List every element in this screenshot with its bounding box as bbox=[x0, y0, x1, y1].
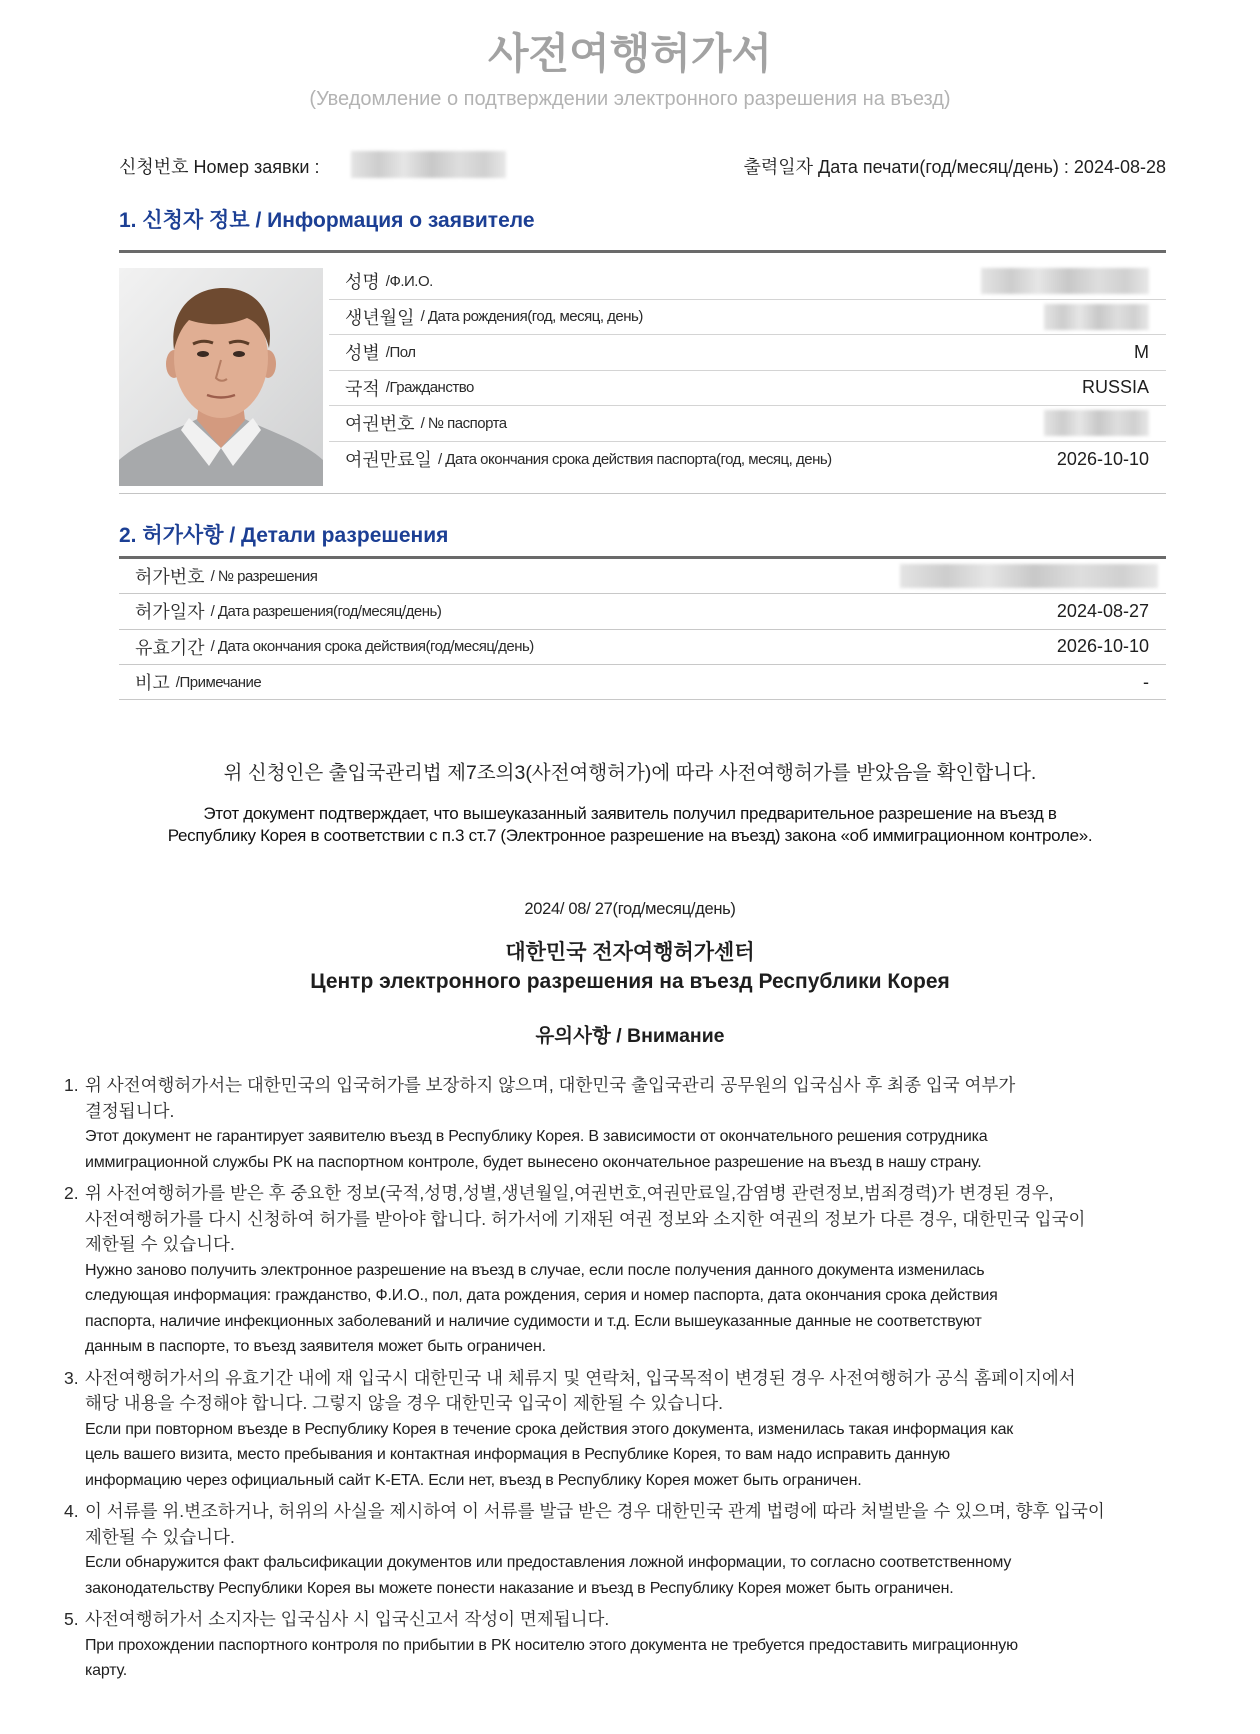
note-line-ko: 사전여행허가를 다시 신청하여 허가를 받아야 합니다. 허가서에 기재된 여권 정보와 소지한 여권의 정보가 다른 경우, 대한민국 입국이 bbox=[85, 1208, 1086, 1229]
note-line-ko: 제한될 수 있습니다. bbox=[85, 1234, 235, 1254]
passport-number-label-ru: / № паспорта bbox=[420, 414, 507, 432]
note-line-ko: 해당 내용을 수정해야 합니다. 그렇지 않을 경우 대한민국 입국이 제한될 수 있습니다. bbox=[85, 1393, 723, 1413]
applicant-info-heading: 1. 신청자 정보 / Информация о заявителе bbox=[119, 209, 535, 232]
note-line-ru: данным в паспорте, то въезд заявителя может быть ограничен. bbox=[85, 1338, 546, 1355]
note-line-ru: Если при повторном въезде в Республику Корея в течение срока действия этого документа, изменилась такая информация как bbox=[85, 1420, 1014, 1438]
sex-label-ru: /Пол bbox=[385, 343, 416, 361]
row-permit-date bbox=[119, 594, 1166, 629]
note-line-ko: 이 서류를 위.변조하거나, 허위의 사실을 제시하여 이 서류를 발급 받은 경우 대한민국 관계 법령에 따라 처벌받을 수 있으며, 향후 입국이 bbox=[85, 1501, 1105, 1521]
permit-number-label-ru: / № разрешения bbox=[210, 567, 318, 585]
birth-date-label-ko: 생년월일 bbox=[345, 307, 415, 328]
row-permit-number bbox=[119, 559, 1166, 594]
applicant-info-rows bbox=[329, 264, 1166, 477]
permit-details-heading: 2. 허가사항 / Детали разрешения bbox=[119, 524, 449, 547]
row-nationality bbox=[329, 371, 1166, 407]
document-title: 사전여행허가서 bbox=[487, 30, 772, 77]
list-item bbox=[64, 1366, 1200, 1494]
row-passport-number bbox=[329, 406, 1166, 442]
note-number: 5. bbox=[64, 1609, 79, 1629]
note-line-ru: карту. bbox=[85, 1662, 127, 1679]
note-line-ru: иммиграционной службы РК на паспортном контроле, будет вынесено окончательное разрешение на въезд в нашу страну. bbox=[85, 1153, 982, 1171]
document-subtitle: (Уведомление о подтверждении электронного разрешения на въезд) bbox=[309, 88, 951, 110]
note-line-ru: законодательству Республики Корея вы можете понести наказание и въезд в Республику Корея может быть ограничен. bbox=[85, 1579, 954, 1597]
row-permit-expiry bbox=[119, 630, 1166, 665]
passport-number-label-ko: 여권번호 bbox=[345, 414, 415, 435]
portrait-eye-right bbox=[233, 351, 245, 357]
passport-expiry-label-ru: / Дата окончания срока действия паспорта(год, месяц, день) bbox=[437, 450, 832, 468]
row-passport-expiry bbox=[329, 442, 1166, 478]
list-item bbox=[64, 1073, 1200, 1175]
print-date bbox=[743, 155, 1166, 179]
applicant-info-table bbox=[119, 250, 1166, 494]
issue-date: 2024/ 08/ 27(год/месяц/день) bbox=[524, 900, 736, 918]
permit-date-value: 2024-08-27 bbox=[1056, 600, 1149, 621]
permit-details-table bbox=[119, 556, 1166, 700]
permit-number-label-ko: 허가번호 bbox=[135, 567, 205, 588]
applicant-photo bbox=[119, 268, 323, 486]
passport-expiry-label-ko: 여권만료일 bbox=[345, 450, 432, 471]
note-line-ko: 결정됩니다. bbox=[85, 1100, 175, 1121]
full-name-label-ko: 성명 bbox=[345, 272, 380, 293]
note-line-ko: 제한될 수 있습니다. bbox=[85, 1526, 235, 1547]
permit-expiry-value: 2026-10-10 bbox=[1056, 636, 1149, 657]
row-remarks bbox=[119, 665, 1166, 700]
list-item bbox=[64, 1499, 1200, 1601]
confirmation-text-ru-line: Этот документ подтверждает, что вышеуказанный заявитель получил предварительное разрешение на въезд в bbox=[203, 804, 1057, 823]
note-line-ko: 사전여행허가서의 유효기간 내에 재 입국시 대한민국 내 체류지 및 연락처, 입국목적이 변경된 경우 사전여행허가 공식 홈페이지에서 bbox=[85, 1367, 1076, 1388]
note-line-ru: Этот документ не гарантирует заявителю въезд в Республику Корея. В зависимости от окончательного решения сотрудника bbox=[85, 1128, 988, 1145]
confirmation-text-ko: 위 신청인은 출입국관리법 제7조의3(사전여행허가)에 따라 사전여행허가를 받았음을 확인합니다. bbox=[223, 762, 1037, 784]
remarks-label-ko: 비고 bbox=[135, 673, 170, 694]
sex-value: M bbox=[1134, 341, 1149, 362]
note-line-ru: паспорта, наличие инфекционных заболеваний и наличие судимости и т.д. Если вышеуказанные данные не соответствуют bbox=[85, 1312, 982, 1330]
note-line-ru: При прохождении паспортного контроля по прибытии в РК носителю этого документа не требуется предоставить миграционную bbox=[85, 1636, 1018, 1654]
note-line-ru: следующая информация: гражданство, Ф.И.О., пол, дата рождения, серия и номер паспорта, дата окончания срока действия bbox=[85, 1287, 998, 1304]
remarks-label-ru: /Примечание bbox=[175, 673, 262, 691]
birth-date-redacted bbox=[1044, 304, 1149, 330]
application-number-label: 신청번호 Номер заявки : bbox=[119, 157, 320, 177]
list-item bbox=[64, 1181, 1200, 1360]
portrait-eye-left bbox=[197, 351, 209, 357]
notes-list bbox=[64, 1073, 1200, 1690]
issuer-name-ko: 대한민국 전자여행허가센터 bbox=[505, 941, 755, 964]
confirmation-text-ru-line: Республику Корея в соответствии с п.3 ст.7 (Электронное разрешение на въезд) закона «об иммиграционном контроле». bbox=[167, 826, 1093, 845]
permit-date-label-ru: / Дата разрешения(год/месяц/день) bbox=[210, 602, 442, 620]
note-line-ru: Если обнаружится факт фальсификации документов или предоставления ложной информации, то согласно соответственному bbox=[85, 1554, 1012, 1571]
list-item bbox=[64, 1607, 1200, 1684]
application-number-redacted bbox=[351, 151, 506, 178]
note-line-ko: 위 사전여행허가서는 대한민국의 입국허가를 보장하지 않으며, 대한민국 출입국관리 공무원의 입국심사 후 최종 입국 여부가 bbox=[85, 1075, 1016, 1095]
permit-expiry-label-ru: / Дата окончания срока действия(год/месяц/день) bbox=[210, 638, 534, 656]
note-number: 2. bbox=[64, 1183, 79, 1203]
row-sex bbox=[329, 335, 1166, 371]
nationality-label-ko: 국적 bbox=[345, 378, 380, 399]
nationality-label-ru: /Гражданство bbox=[385, 379, 474, 397]
passport-expiry-value: 2026-10-10 bbox=[1056, 448, 1149, 469]
issuer-name-ru: Центр электронного разрешения на въезд Республики Корея bbox=[310, 970, 950, 993]
note-line-ko: 위 사전여행허가를 받은 후 중요한 정보(국적,성명,성별,생년월일,여권번호,여권만료일,감염병 관련정보,범죄경력)가 변경된 경우, bbox=[85, 1183, 1054, 1203]
note-line-ru: Нужно заново получить электронное разрешение на въезд в случае, если после получения данного документа изменилась bbox=[85, 1261, 985, 1279]
note-line-ko: 사전여행허가서 소지자는 입국심사 시 입국신고서 작성이 면제됩니다. bbox=[85, 1609, 610, 1629]
print-date-value: 2024-08-28 bbox=[1073, 157, 1166, 177]
note-line-ru: цель вашего визита, место пребывания и контактная информация в Республике Корея, то вам надо исправить данную bbox=[85, 1446, 950, 1463]
nationality-value: RUSSIA bbox=[1081, 377, 1149, 398]
permit-number-redacted bbox=[900, 564, 1158, 588]
full-name-label-ru: /Ф.И.О. bbox=[385, 272, 433, 290]
note-line-ru: информацию через официальный сайт K-ETA. Если нет, въезд в Республику Корея может быть ограничен. bbox=[85, 1471, 862, 1489]
passport-number-redacted bbox=[1044, 410, 1149, 436]
remarks-value: - bbox=[1143, 671, 1149, 692]
permit-expiry-label-ko: 유효기간 bbox=[135, 637, 205, 658]
note-number: 3. bbox=[64, 1367, 79, 1388]
birth-date-label-ru: / Дата рождения(год, месяц, день) bbox=[420, 308, 643, 326]
note-number: 1. bbox=[64, 1075, 79, 1095]
print-date-label: 출력일자 Дата печати(год/месяц/день) : bbox=[743, 157, 1069, 177]
row-birth-date bbox=[329, 300, 1166, 336]
permit-date-label-ko: 허가일자 bbox=[135, 602, 205, 623]
note-number: 4. bbox=[64, 1501, 79, 1521]
sex-label-ko: 성별 bbox=[345, 343, 380, 364]
row-full-name bbox=[329, 264, 1166, 300]
full-name-redacted bbox=[981, 268, 1149, 294]
document-header-row bbox=[119, 155, 1166, 179]
application-number bbox=[119, 155, 319, 179]
notes-heading: 유의사항 / Внимание bbox=[535, 1025, 725, 1047]
